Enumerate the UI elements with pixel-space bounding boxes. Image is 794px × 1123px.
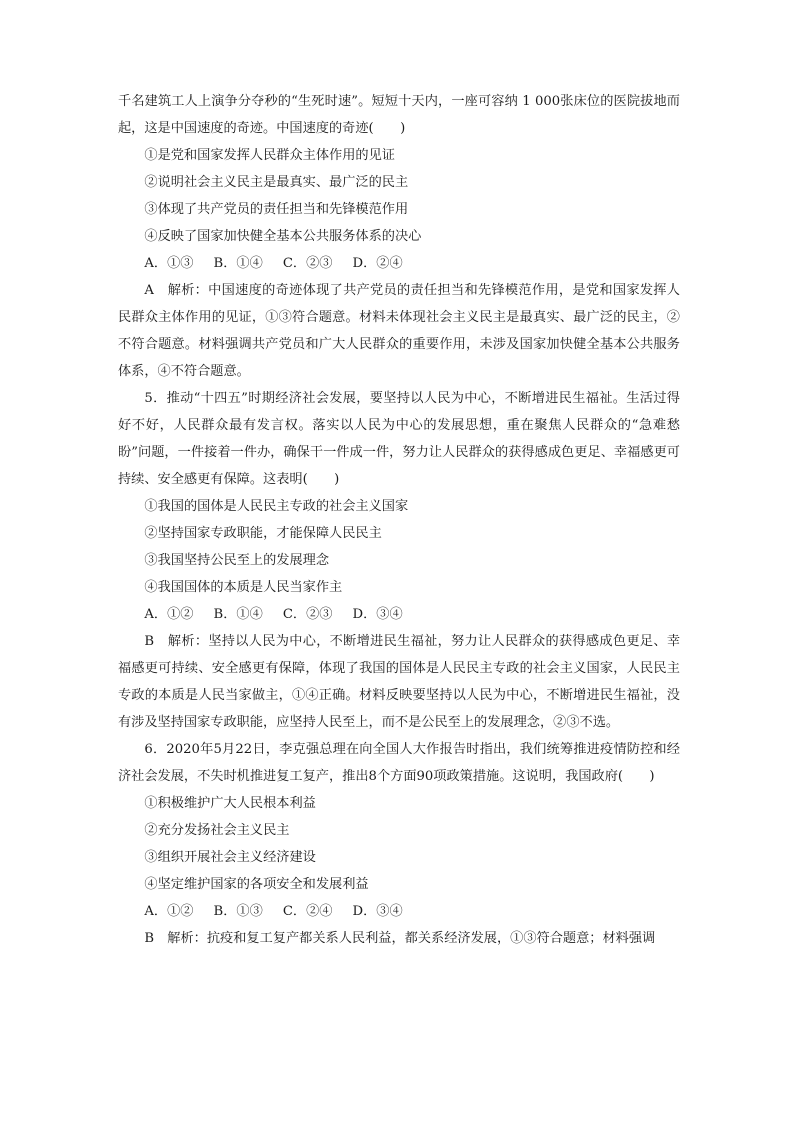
q5-choice-b: B．①④ <box>213 607 263 622</box>
q5-option-1: ①我国的国体是人民民主专政的社会主义国家 <box>144 499 409 514</box>
q4-choice-d: D．②④ <box>352 256 403 271</box>
q6-option-1: ①积极维护广大人民根本利益 <box>144 796 316 811</box>
q5-option-4: ④我国国体的本质是人民当家作主 <box>144 580 343 595</box>
q5-choice-c: C．②③ <box>282 607 333 622</box>
q6-choice-d: D．③④ <box>352 904 403 919</box>
q5-option-2: ②坚持国家专政职能，才能保障人民民主 <box>144 526 382 541</box>
q4-option-3: ③体现了共产党员的责任担当和先锋模范作用 <box>144 202 409 217</box>
q5-stem: 5．推动“十四五”时期经济社会发展，要坚持以人民为中心，不断增进民生福祉。生活过得好不好，人民群众最有发言权。落实以人民为中心的发展思想，重在聚焦人民群众的“急难愁盼”问题，一件接着一件办，确保干一件成一件，努力让人民群众的获得感成色更足、幸福感更可持续、安全感更有保障。这表明( ) <box>118 391 680 487</box>
q6-option-3: ③组织开展社会主义经济建设 <box>144 850 316 865</box>
q4-option-4: ④反映了国家加快健全基本公共服务体系的决心 <box>144 229 422 244</box>
q5-option-3: ③我国坚持公民至上的发展理念 <box>144 553 330 568</box>
q4-option-1: ①是党和国家发挥人民群众主体作用的见证 <box>144 148 395 163</box>
q6-choices <box>118 898 680 925</box>
q5-choice-d: D．③④ <box>352 607 403 622</box>
q4-choice-c: C．②③ <box>282 256 333 271</box>
q4-choices <box>118 250 680 277</box>
q6-option-4: ④坚定维护国家的各项安全和发展利益 <box>144 877 369 892</box>
q5-choice-a: A．①② <box>144 607 194 622</box>
q5-answer-analysis: B 解析：坚持以人民为中心，不断增进民生福祉，努力让人民群众的获得感成色更足、幸福感更可持续、安全感更有保障，体现了我国的国体是人民民主专政的社会主义国家，人民民主专政的本质是人民当家做主，①④正确。材料反映要坚持以人民为中心，不断增进民生福祉，没有涉及坚持国家专政职能，应坚持人民至上，而不是公民至上的发展理念，②③不选。 <box>118 634 680 730</box>
document-page <box>118 88 680 952</box>
q4-stem-continued: 千名建筑工人上演争分夺秒的“生死时速”。短短十天内，一座可容纳 1 000张床位的医院拔地而起，这是中国速度的奇迹。中国速度的奇迹( ) <box>118 94 680 136</box>
q4-answer-analysis: A 解析：中国速度的奇迹体现了共产党员的责任担当和先锋模范作用，是党和国家发挥人民群众主体作用的见证，①③符合题意。材料未体现社会主义民主是最真实、最广泛的民主，②不符合题意。材料强调共产党员和广大人民群众的重要作用，未涉及国家加快健全基本公共服务体系，④不符合题意。 <box>118 283 680 379</box>
q4-choice-a: A．①③ <box>144 256 194 271</box>
q6-option-2: ②充分发扬社会主义民主 <box>144 823 290 838</box>
q4-choice-b: B．①④ <box>213 256 263 271</box>
q5-choices <box>118 601 680 628</box>
q6-answer-analysis: B 解析：抗疫和复工复产都关系人民利益，都关系经济发展，①③符合题意；材料强调 <box>144 931 656 946</box>
q6-stem: 6．2020年5月22日，李克强总理在向全国人大作报告时指出，我们统筹推进疫情防控和经济社会发展，不失时机推进复工复产，推出8个方面90项政策措施。这说明，我国政府( ) <box>118 742 680 784</box>
q6-choice-b: B．①③ <box>213 904 263 919</box>
q6-choice-a: A．①② <box>144 904 194 919</box>
q6-choice-c: C．②④ <box>282 904 333 919</box>
q4-option-2: ②说明社会主义民主是最真实、最广泛的民主 <box>144 175 409 190</box>
